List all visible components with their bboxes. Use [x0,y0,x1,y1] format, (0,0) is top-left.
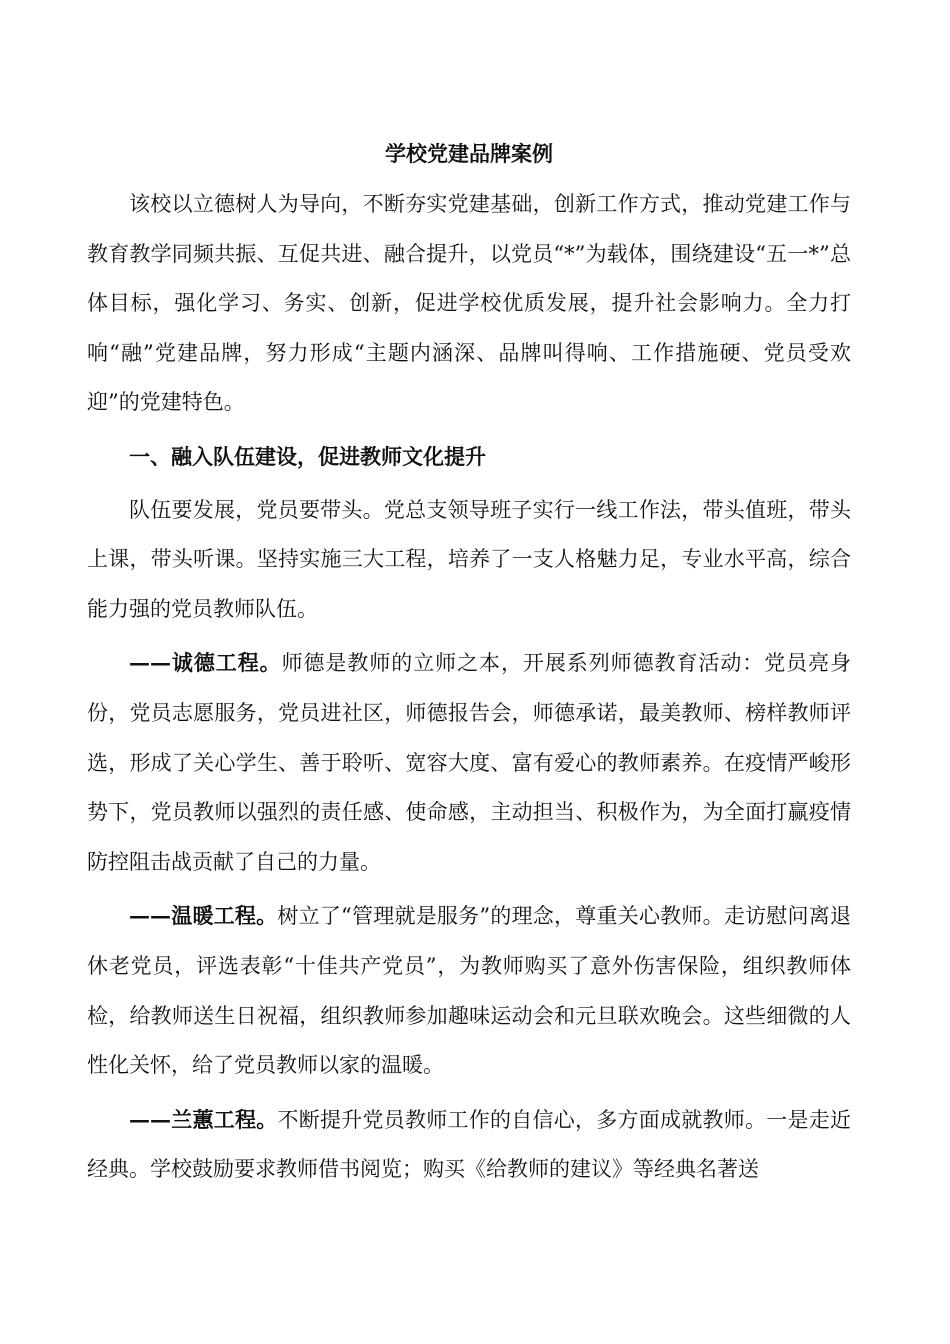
project-text-chengde: 师德是教师的立师之本，开展系列师德教育活动：党员亮身份，党员志愿服务，党员进社区，师德报告会，师德承诺，最美教师、榜样教师评选，形成了关心学生、善于聆听、宽容大度、富有爱心的教师素养。在疫情严峻形势下，党员教师以强烈的责任感、使命感，主动担当、积极作为，为全面打赢疫情防控阻击战贡献了自己的力量。 [87,651,852,874]
section-heading-1: 一、融入队伍建设，促进教师文化提升 [129,443,486,469]
project-lead-lanhui: ——兰蕙工程。 [129,1106,278,1132]
project-paragraph-wennuan [87,891,851,1090]
project-text-lanhui: 不断提升党员教师工作的自信心，多方面成就教师。一是走近经典。学校鼓励要求教师借书阅览；购买《给教师的建议》等经典名著送 [87,1107,851,1182]
project-text-wennuan: 树立了“管理就是服务”的理念，尊重关心教师。走访慰问离退休老党员，评选表彰“十佳共产党员”，为教师购买了意外伤害保险，组织教师体检，给教师送生日祝福，组织教师参加趣味运动会和元旦联欢晚会。这些细微的人性化关怀，给了党员教师以家的温暖。 [87,904,851,1078]
project-paragraph-lanhui [87,1095,851,1195]
intro-paragraph: 该校以立德树人为导向，不断夯实党建基础，创新工作方式，推动党建工作与教育教学同频共振、互促共进、融合提升，以党员“*”为载体，围绕建设“五一*”总体目标，强化学习、务实、创新，促进学校优质发展，提升社会影响力。全力打响“融”党建品牌，努力形成“主题内涵深、品牌叫得响、工作措施硬、党员受欢迎”的党建特色。 [87,192,851,415]
project-paragraph-chengde [87,638,851,887]
section-1-intro-paragraph: 队伍要发展，党员要带头。党总支领导班子实行一线工作法，带头值班，带头上课，带头听课。坚持实施三大工程，培养了一支人格魅力足，专业水平高，综合能力强的党员教师队伍。 [87,497,851,621]
document-body [87,128,851,1199]
document-title: 学校党建品牌案例 [385,141,553,166]
project-lead-wennuan: ——温暖工程。 [129,903,278,929]
project-lead-chengde: ——诚德工程。 [129,650,282,676]
